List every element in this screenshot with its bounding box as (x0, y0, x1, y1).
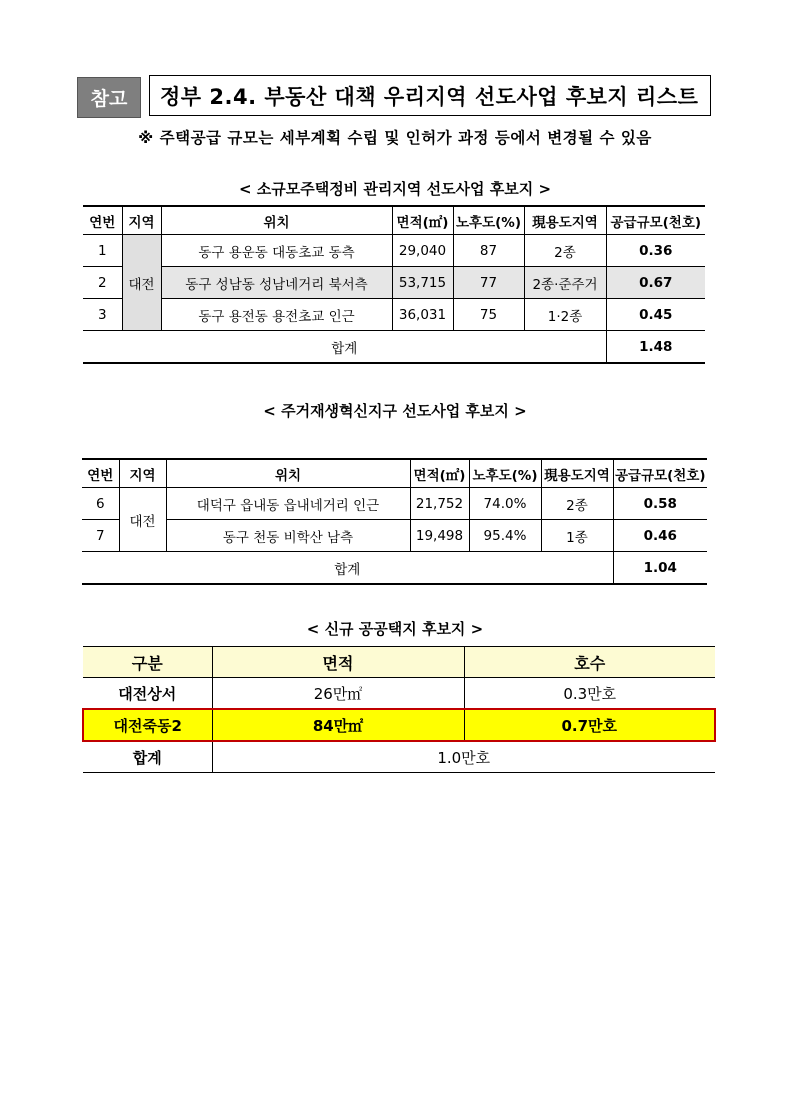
cell-name: 대전죽동2 (83, 709, 212, 741)
cell-location: 동구 천동 비학산 남측 (166, 520, 410, 552)
section1-title: < 소규모주택정비 관리지역 선도사업 후보지 > (238, 180, 552, 198)
cell-no: 1 (83, 235, 122, 267)
section3-title: < 신규 공공택지 후보지 > (306, 620, 484, 638)
col-header-area: 면적(㎡) (392, 206, 453, 235)
cell-units: 0.3만호 (464, 678, 715, 710)
total-label: 합계 (83, 741, 212, 773)
cell-area: 19,498 (410, 520, 469, 552)
cell-region: 대전 (122, 235, 161, 331)
cell-no: 6 (82, 488, 119, 520)
cell-no: 7 (82, 520, 119, 552)
col-header-category: 구분 (83, 647, 212, 678)
cell-name: 대전상서 (83, 678, 212, 710)
cell-location: 동구 용전동 용전초교 인근 (161, 299, 392, 331)
col-header-supply: 공급규모(천호) (606, 206, 705, 235)
cell-location: 동구 성남동 성남네거리 북서측 (161, 267, 392, 299)
cell-age: 95.4% (469, 520, 541, 552)
cell-area: 84만㎡ (212, 709, 464, 741)
reference-badge: 참고 (77, 77, 141, 118)
cell-area: 29,040 (392, 235, 453, 267)
cell-zone: 1·2종 (524, 299, 606, 331)
col-header-location: 위치 (161, 206, 392, 235)
col-header-zone: 現용도지역 (524, 206, 606, 235)
cell-area: 36,031 (392, 299, 453, 331)
table-row (83, 267, 705, 299)
cell-zone: 2종 (541, 488, 613, 520)
page-title: 정부 2.4. 부동산 대책 우리지역 선도사업 후보지 리스트 (149, 75, 711, 116)
cell-location: 동구 용운동 대동초교 동측 (161, 235, 392, 267)
table-row-highlighted (83, 709, 715, 741)
table-header-row (83, 647, 715, 678)
total-row (83, 331, 705, 364)
cell-zone: 1종 (541, 520, 613, 552)
section2-table (82, 458, 707, 585)
cell-zone: 2종 (524, 235, 606, 267)
section2-title: < 주거재생혁신지구 선도사업 후보지 > (263, 402, 527, 420)
cell-age: 87 (453, 235, 524, 267)
col-header-area: 면적 (212, 647, 464, 678)
note-text: ※ 주택공급 규모는 세부계획 수립 및 인허가 과정 등에서 변경될 수 있음 (138, 129, 652, 147)
cell-units: 0.7만호 (464, 709, 715, 741)
cell-area: 21,752 (410, 488, 469, 520)
section3-table (82, 646, 716, 773)
col-header-location: 위치 (166, 459, 410, 488)
total-value: 1.48 (606, 331, 705, 364)
cell-zone: 2종·준주거 (524, 267, 606, 299)
cell-region: 대전 (119, 488, 166, 552)
section1-table (83, 205, 705, 364)
table-header-row (83, 206, 705, 235)
cell-age: 77 (453, 267, 524, 299)
total-label: 합계 (83, 331, 606, 364)
cell-location: 대덕구 읍내동 읍내네거리 인근 (166, 488, 410, 520)
cell-supply: 0.45 (606, 299, 705, 331)
table-row (83, 235, 705, 267)
total-label: 합계 (82, 552, 613, 585)
table-row (83, 299, 705, 331)
cell-area: 26만㎡ (212, 678, 464, 710)
col-header-units: 호수 (464, 647, 715, 678)
total-row (83, 741, 715, 773)
col-header-area: 면적(㎡) (410, 459, 469, 488)
cell-no: 2 (83, 267, 122, 299)
table-row (82, 488, 707, 520)
col-header-supply: 공급규모(천호) (613, 459, 707, 488)
col-header-zone: 現용도지역 (541, 459, 613, 488)
cell-supply: 0.58 (613, 488, 707, 520)
cell-supply: 0.46 (613, 520, 707, 552)
table-header-row (82, 459, 707, 488)
col-header-region: 지역 (122, 206, 161, 235)
total-value: 1.04 (613, 552, 707, 585)
cell-supply: 0.67 (606, 267, 705, 299)
table-row (83, 678, 715, 710)
cell-area: 53,715 (392, 267, 453, 299)
cell-age: 75 (453, 299, 524, 331)
cell-age: 74.0% (469, 488, 541, 520)
total-row (82, 552, 707, 585)
total-value: 1.0만호 (212, 741, 715, 773)
col-header-age: 노후도(%) (453, 206, 524, 235)
table-row (82, 520, 707, 552)
col-header-region: 지역 (119, 459, 166, 488)
col-header-no: 연번 (83, 206, 122, 235)
col-header-no: 연번 (82, 459, 119, 488)
cell-no: 3 (83, 299, 122, 331)
cell-supply: 0.36 (606, 235, 705, 267)
col-header-age: 노후도(%) (469, 459, 541, 488)
